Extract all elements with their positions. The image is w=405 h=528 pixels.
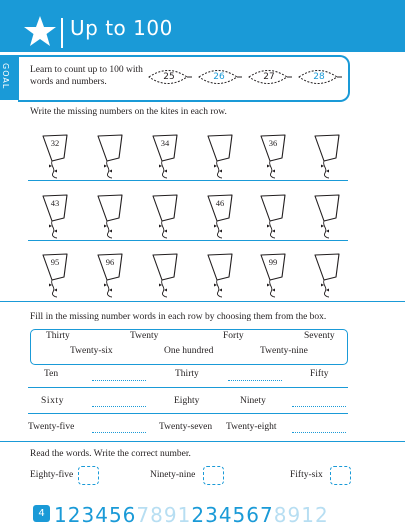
band-digit: 5: [108, 503, 123, 527]
band-digit: 4: [218, 503, 233, 527]
kite[interactable]: [258, 193, 288, 239]
band-digit: 5: [232, 503, 247, 527]
band-digit: 7: [136, 503, 151, 527]
kite: [40, 252, 70, 298]
row-divider: [28, 413, 348, 414]
kite-number: 95: [50, 257, 60, 267]
kite[interactable]: [95, 193, 125, 239]
band-digit: 1: [301, 503, 315, 527]
star-icon: [22, 14, 66, 50]
band-digit: 8: [150, 503, 164, 527]
goal-tab: [0, 55, 19, 100]
leaf-number-text: 25: [163, 72, 175, 82]
kite: [258, 133, 288, 179]
goal-tab-label: GOAL: [1, 63, 10, 90]
band-digit: 2: [314, 503, 329, 527]
answer-line[interactable]: [92, 406, 146, 407]
band-digit: 9: [287, 503, 302, 527]
kite[interactable]: [205, 133, 235, 179]
kite-number: 43: [50, 198, 60, 208]
kite: [205, 193, 235, 239]
number-word: Fifty-six: [290, 470, 323, 480]
leaf-number: [196, 67, 242, 87]
number-word: Eighty: [174, 396, 200, 406]
answer-line[interactable]: [292, 406, 346, 407]
answer-box[interactable]: [330, 466, 351, 485]
answer-box[interactable]: [203, 466, 224, 485]
box-word: Twenty-six: [70, 346, 113, 356]
band-digit: 8: [273, 503, 288, 527]
kite-number: 34: [160, 138, 170, 148]
section-divider: [0, 441, 405, 442]
leaf-number-text: 26: [213, 72, 225, 82]
read-words-instruction: Read the words. Write the correct number.: [30, 449, 191, 459]
header-divider: [61, 18, 63, 48]
number-word: Ten: [44, 369, 59, 379]
band-digit: 3: [81, 503, 96, 527]
answer-line[interactable]: [292, 432, 346, 433]
kite-number: 96: [105, 257, 115, 267]
kite[interactable]: [95, 133, 125, 179]
kite: [258, 252, 288, 298]
number-word: Twenty-eight: [226, 422, 277, 432]
band-digit: 6: [122, 503, 137, 527]
leaf-number-text: 27: [263, 72, 275, 82]
kite-number: 32: [50, 138, 60, 148]
kite: [40, 133, 70, 179]
leaf-number: [146, 67, 192, 87]
kite[interactable]: [312, 252, 342, 298]
kite[interactable]: [150, 193, 180, 239]
header-bar: [0, 0, 405, 52]
answer-line[interactable]: [92, 380, 146, 381]
answer-line[interactable]: [92, 432, 146, 433]
section-divider: [0, 301, 405, 302]
page-title: Up to 100: [70, 16, 173, 40]
number-band: [54, 503, 329, 525]
box-word: Twenty: [130, 331, 159, 341]
band-digit: 1: [54, 503, 68, 527]
kite: [95, 252, 125, 298]
band-digit: 9: [163, 503, 178, 527]
number-word: Ninety-nine: [150, 470, 196, 480]
kite[interactable]: [205, 252, 235, 298]
row-divider: [28, 240, 348, 241]
kite-number: 99: [268, 257, 278, 267]
kite[interactable]: [312, 133, 342, 179]
kite: [40, 193, 70, 239]
band-digit: 2: [191, 503, 206, 527]
number-word: Sixty: [41, 396, 65, 406]
words-instruction: Fill in the missing number words in each row by choosing them from the box.: [30, 312, 327, 322]
band-digit: 3: [205, 503, 219, 527]
leaf-number: [246, 67, 292, 87]
box-word: Thirty: [46, 331, 70, 341]
leaf-number-text: 28: [313, 72, 325, 82]
kite[interactable]: [150, 252, 180, 298]
kite: [150, 133, 180, 179]
kite-number: 36: [268, 138, 278, 148]
number-word: Twenty-five: [28, 422, 75, 432]
kite-number: 46: [215, 198, 225, 208]
number-word: Fifty: [310, 369, 329, 379]
band-digit: 4: [95, 503, 109, 527]
number-word: Thirty: [175, 369, 199, 379]
number-word: Ninety: [240, 396, 266, 406]
band-digit: 7: [260, 503, 274, 527]
box-word: Twenty-nine: [260, 346, 308, 356]
number-word: Eighty-five: [30, 470, 74, 480]
band-digit: 1: [177, 503, 192, 527]
page-number: 4: [33, 505, 50, 522]
row-divider: [28, 387, 348, 388]
kites-instruction: Write the missing numbers on the kites in each row.: [30, 107, 227, 117]
box-word: Seventy: [304, 331, 335, 341]
box-word: Forty: [223, 331, 244, 341]
kite[interactable]: [312, 193, 342, 239]
goal-text: Learn to count up to 100 with words and numbers.: [30, 65, 143, 87]
row-divider: [28, 180, 348, 181]
box-word: One hundred: [164, 346, 214, 356]
answer-box[interactable]: [78, 466, 99, 485]
number-word: Twenty-seven: [159, 422, 213, 432]
leaf-number: [296, 67, 342, 87]
band-digit: 2: [67, 503, 82, 527]
answer-line[interactable]: [228, 380, 282, 381]
band-digit: 6: [246, 503, 261, 527]
